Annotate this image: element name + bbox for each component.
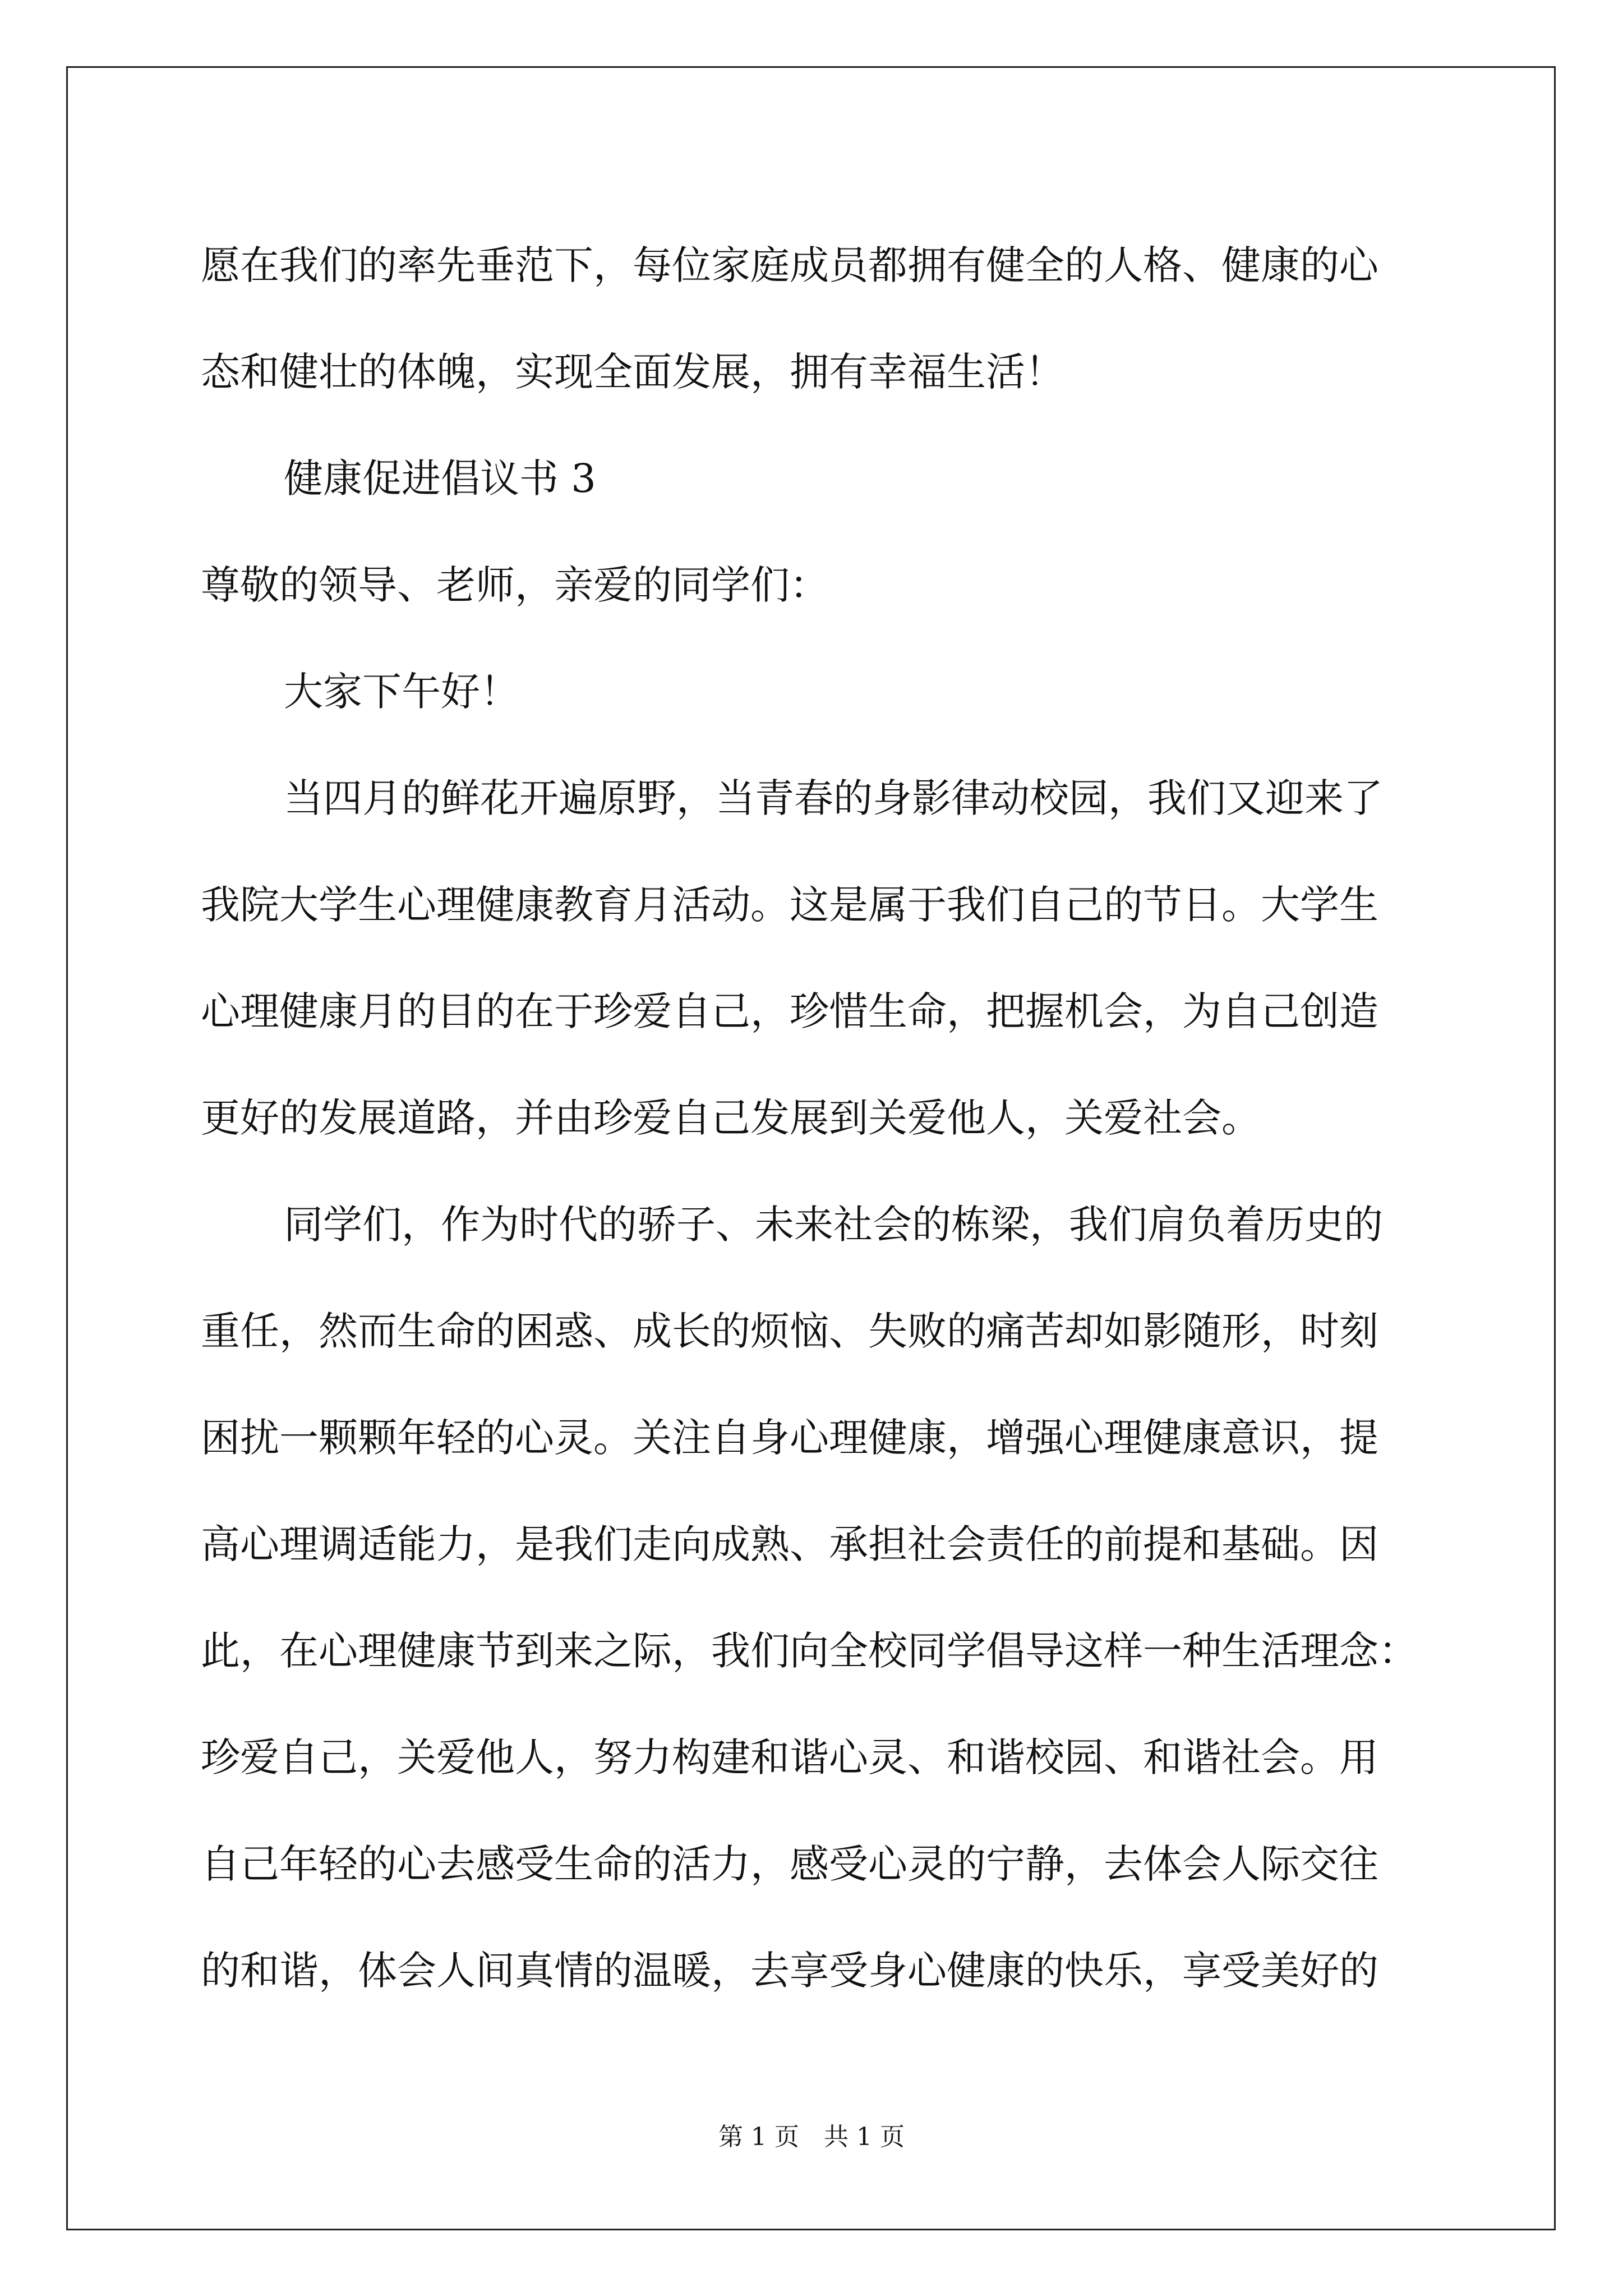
text-line: 态和健壮的体魄，实现全面发展，拥有幸福生活！ [201, 349, 1064, 395]
text-line: 困扰一颗颗年轻的心灵。关注自身心理健康，增强心理健康意识，提 [201, 1415, 1378, 1461]
text-line: 自己年轻的心去感受生命的活力，感受心灵的宁静，去体会人际交往 [201, 1841, 1378, 1887]
text-line: 同学们，作为时代的骄子、未来社会的栋梁，我们肩负着历史的 [284, 1202, 1383, 1248]
text-line: 心理健康月的目的在于珍爱自己，珍惜生命，把握机会，为自己创造 [201, 988, 1378, 1034]
page-number-footer: 第 1 页 共 1 页 [718, 2123, 905, 2151]
greeting: 大家下午好！ [284, 669, 519, 715]
text-line: 此，在心理健康节到来之际，我们向全校同学倡导这样一种生活理念： [201, 1628, 1418, 1674]
text-line: 当四月的鲜花开遍原野，当青春的身影律动校园，我们又迎来了 [284, 775, 1383, 821]
text-line: 的和谐，体会人间真情的温暖，去享受身心健康的快乐，享受美好的 [201, 1948, 1378, 1994]
text-line: 愿在我们的率先垂范下，每位家庭成员都拥有健全的人格、健康的心 [201, 242, 1378, 288]
document-body [201, 212, 1435, 2024]
section-heading: 健康促进倡议书 3 [284, 455, 596, 501]
text-line: 我院大学生心理健康教育月活动。这是属于我们自己的节日。大学生 [201, 882, 1378, 928]
text-line: 珍爱自己，关爱他人，努力构建和谐心灵、和谐校园、和谐社会。用 [201, 1734, 1378, 1780]
text-line: 更好的发展道路，并由珍爱自己发展到关爱他人，关爱社会。 [201, 1095, 1261, 1141]
salutation: 尊敬的领导、老师，亲爱的同学们： [201, 562, 829, 608]
text-line: 高心理调适能力，是我们走向成熟、承担社会责任的前提和基础。因 [201, 1521, 1378, 1567]
text-line: 重任，然而生命的困惑、成长的烦恼、失败的痛苦却如影随形，时刻 [201, 1308, 1378, 1354]
